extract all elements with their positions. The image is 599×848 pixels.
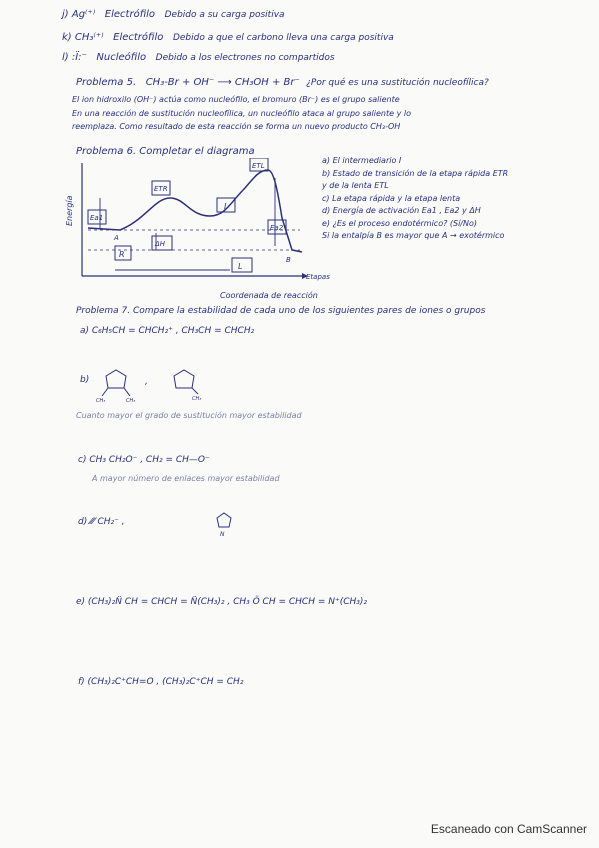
svg-text:,: , xyxy=(145,377,148,387)
svg-text:N: N xyxy=(220,531,225,538)
svg-text:CH₃: CH₃ xyxy=(96,398,106,404)
cyclopentenyl-ring-2 xyxy=(174,370,194,388)
line-k: k) CH₃⁽⁺⁾ Electrófilo Debido a que el carbono lleva una carga positiva xyxy=(62,32,394,43)
label-ea1: Ea1 xyxy=(90,214,104,222)
energy-diagram xyxy=(60,158,330,303)
label-a: A xyxy=(114,234,119,242)
line-l: l) :Ï:⁻ Nucleófilo Debido a los electrones no compartidos xyxy=(62,52,335,63)
cyclopentenyl-ring-1 xyxy=(106,370,126,388)
label-i: I xyxy=(224,202,227,211)
p7-b-note: Cuanto mayor el grado de sustitución mayor estabilidad xyxy=(76,411,302,420)
label-etl: ETL xyxy=(252,162,265,170)
p7-e: e) (CH₃)₂N̈ CH = CHCH = N̈(CH₃)₂ , CH₃ Ö CH = CHCH = N⁺(CH₃)₂ xyxy=(76,597,367,607)
p7-d-ring xyxy=(212,510,236,538)
label-l: L xyxy=(238,262,243,271)
scanner-footer: Escaneado con CamScanner xyxy=(430,822,587,836)
p5-question: ¿Por qué es una sustitución nucleofílica? xyxy=(306,78,489,88)
label-b: B xyxy=(286,256,291,264)
p6-title: Problema 6. Completar el diagrama xyxy=(76,146,255,157)
p7-b: b) xyxy=(80,375,90,385)
p5-line3: reemplaza. Como resultado de esta reacción se forma un nuevo producto CH₃-OH xyxy=(72,122,401,131)
x-axis-label: Coordenada de reacción xyxy=(220,291,318,300)
etapas-label: Etapas xyxy=(306,273,330,281)
p5-line1: El ion hidroxilo (OH⁻) actúa como nucleófilo, el bromuro (Br⁻) es el grupo saliente xyxy=(72,95,400,104)
label-ea2: Ea2 xyxy=(270,224,284,232)
p7-title: Problema 7. Compare la estabilidad de cada uno de los siguientes pares de iones o grupos xyxy=(76,306,486,316)
label-dh: ΔH xyxy=(155,240,166,248)
p6-answers: a) El intermediario I b) Estado de transición de la etapa rápida ETR y de la lenta ETL c) La etapa rápida y la etapa lenta d) Energía de activación Ea1 , Ea2 y ΔH e) ¿Es el proceso endotérmico? (Sí/No) Si la entalpía B es mayor que A → exotérmico xyxy=(322,156,509,240)
svg-text:CH₃: CH₃ xyxy=(192,396,202,402)
label-etr: ETR xyxy=(154,185,168,193)
p7-f: f) (CH₃)₂C⁺CH=O , (CH₃)₂C⁺CH = CH₂ xyxy=(78,677,244,687)
p7-d: d) ⁄⁄⁄ CH₂⁻ , xyxy=(78,517,125,527)
p7-c: c) CH₃ CH₂O⁻ , CH₂ = CH—O⁻ xyxy=(78,455,210,465)
svg-text:CH₃: CH₃ xyxy=(126,398,136,404)
p5-title: Problema 5. xyxy=(76,77,137,88)
label-r: R xyxy=(119,250,125,259)
p7-b-structures xyxy=(96,368,206,404)
p7-a: a) C₆H₅CH = CHCH₂⁺ , CH₃CH = CHCH₂ xyxy=(80,326,255,336)
p5-header xyxy=(76,77,489,88)
p7-c-note: A mayor número de enlaces mayor estabilidad xyxy=(92,474,280,483)
energy-curve xyxy=(88,170,302,252)
y-axis-label: Energía xyxy=(65,195,74,226)
p5-reaction: CH₃-Br + OH⁻ ⟶ CH₃OH + Br⁻ xyxy=(145,77,300,88)
p5-line2: En una reacción de sustitución nucleofílica, un nucleófilo ataca al grupo saliente y lo xyxy=(72,109,411,118)
line-j: j) Ag⁽⁺⁾ Electrófilo Debido a su carga positiva xyxy=(62,9,285,20)
